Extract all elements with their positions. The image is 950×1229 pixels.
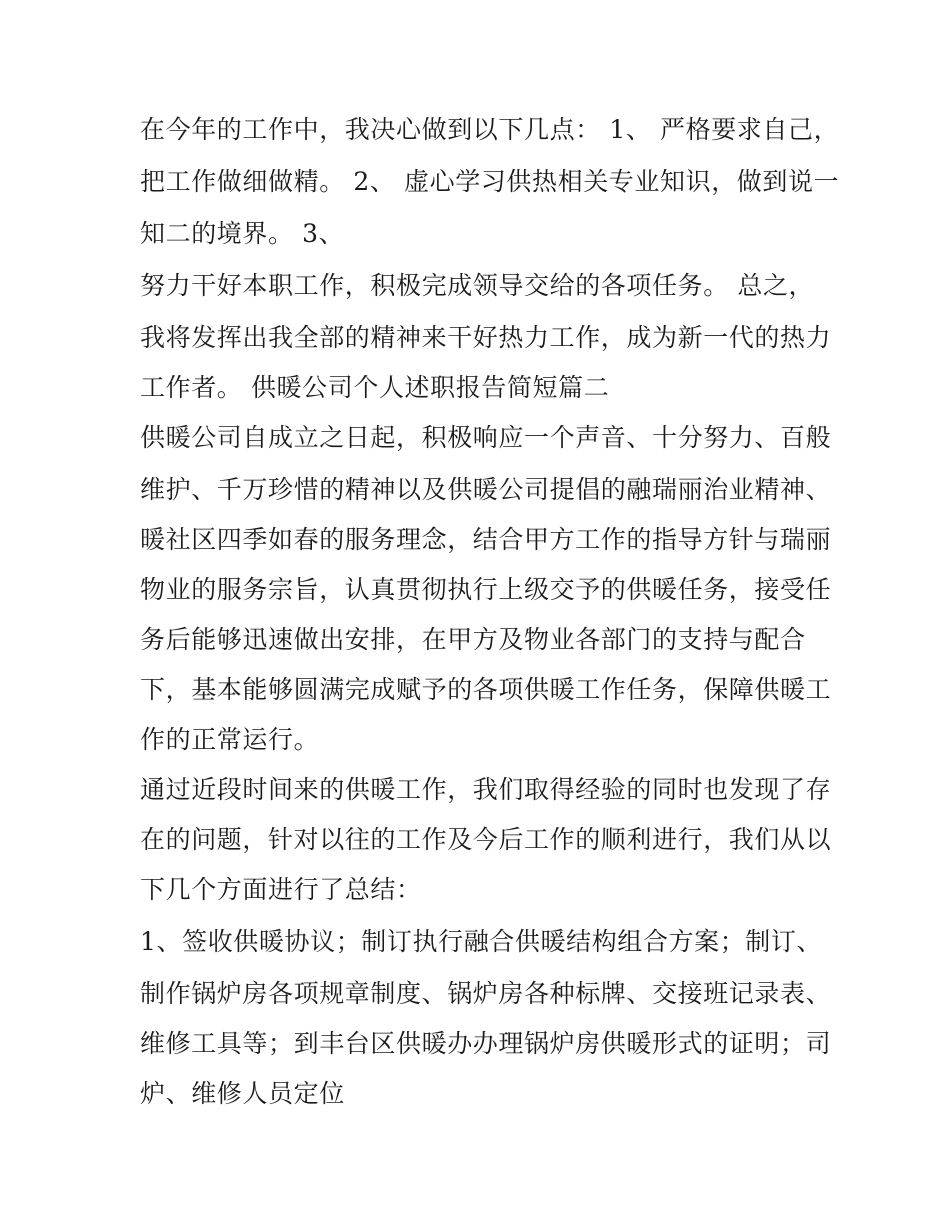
text-line: 炉、维修人员定位 <box>140 1079 345 1108</box>
text-line: 我将发挥出我全部的精神来干好热力工作，成为新一代的热力 <box>140 323 832 352</box>
text-line: 通过近段时间来的供暖工作，我们取得经验的同时也发现了存 <box>140 775 832 804</box>
text-line: 务后能够迅速做出安排，在甲方及物业各部门的支持与配合 <box>140 625 806 654</box>
text-line: 努力干好本职工作，积极完成领导交给的各项任务。 总之， <box>140 271 815 300</box>
text-line: 制作锅炉房各项规章制度、锅炉房各种标牌、交接班记录表、 <box>140 979 832 1008</box>
text-line: 作的正常运行。 <box>140 725 320 754</box>
text-line: 物业的服务宗旨，认真贯彻执行上级交予的供暖任务，接受任 <box>140 575 832 604</box>
text-line: 供暖公司自成立之日起，积极响应一个声音、十分努力、百般 <box>140 423 832 452</box>
text-line: 暖社区四季如春的服务理念，结合甲方工作的指导方针与瑞丽 <box>140 525 832 554</box>
text-line: 知二的境界。 3、 <box>140 219 345 248</box>
text-line: 在今年的工作中，我决心做到以下几点： 1、 严格要求自己， <box>140 115 840 144</box>
text-line: 把工作做细做精。 2、 虚心学习供热相关专业知识，做到说一 <box>140 167 840 196</box>
text-line: 下，基本能够圆满完成赋予的各项供暖工作任务，保障供暖工 <box>140 675 832 704</box>
text-line: 维护、千万珍惜的精神以及供暖公司提倡的融瑞丽治业精神、 <box>140 475 832 504</box>
text-line: 维修工具等；到丰台区供暖办办理锅炉房供暖形式的证明；司 <box>140 1029 832 1058</box>
text-line: 下几个方面进行了总结： <box>140 875 422 904</box>
text-line: 在的问题，针对以往的工作及今后工作的顺利进行，我们从以 <box>140 825 832 854</box>
text-line: 工作者。 供暖公司个人述职报告简短篇二 <box>140 373 610 402</box>
text-line: 1、签收供暖协议；制订执行融合供暖结构组合方案；制订、 <box>140 927 823 956</box>
